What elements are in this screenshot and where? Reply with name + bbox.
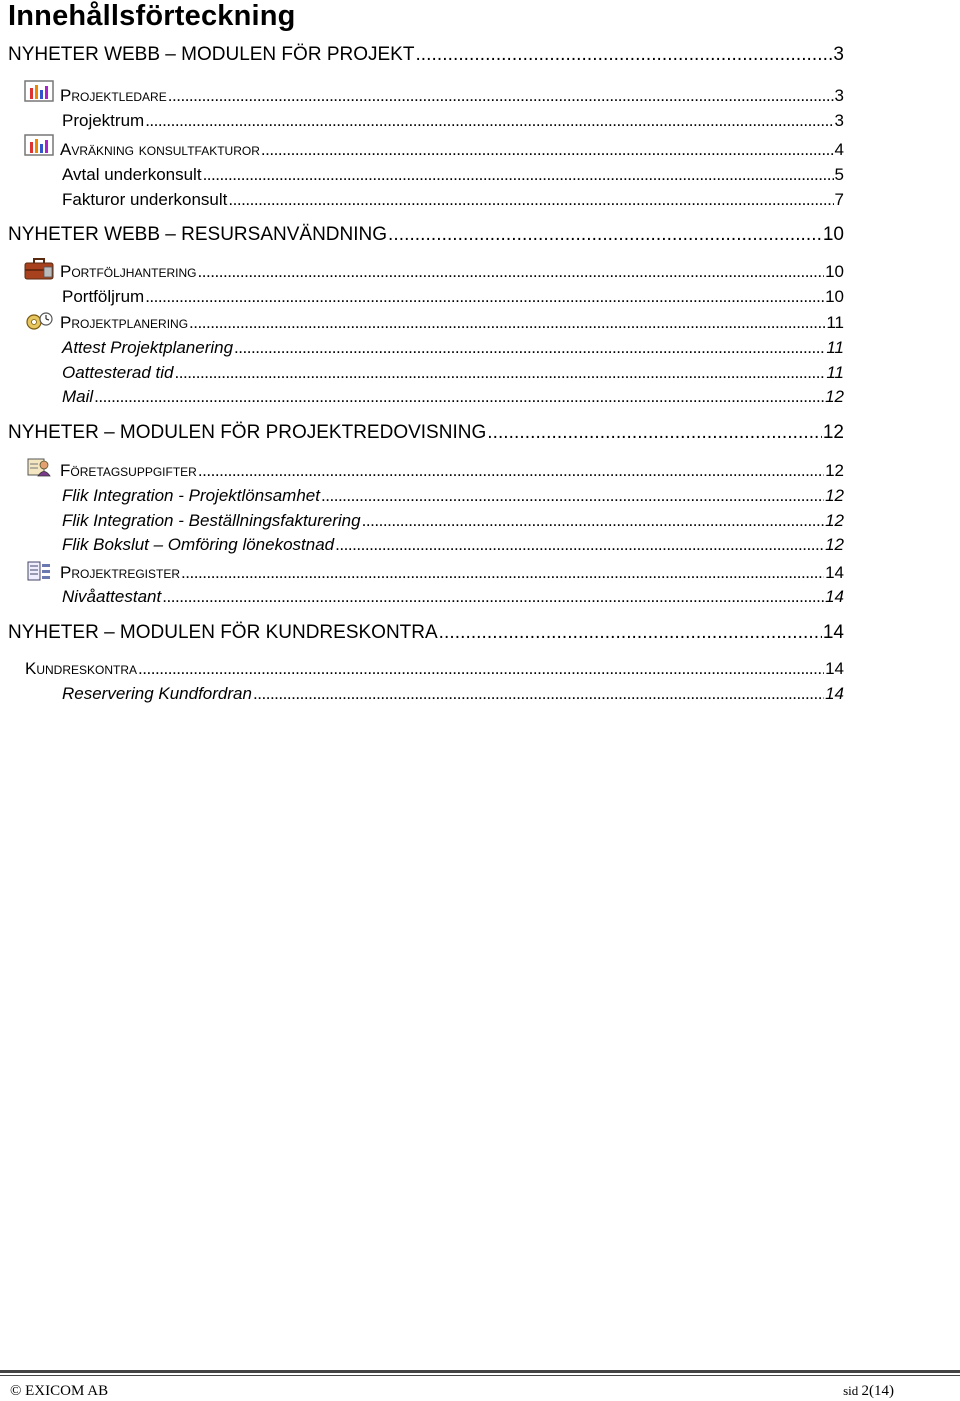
toc-item-omforing-lonekostnad[interactable]: Flik Bokslut – Omföring lönekostnad . . . 12 [62, 535, 844, 555]
footer-copyright: © EXICOM AB [10, 1383, 109, 1399]
page-title: Innehållsförteckning [8, 0, 296, 32]
toc-item-kundreskontra[interactable]: Kundreskontra . . . 14 [25, 659, 844, 679]
toc-item-nivaattestant[interactable]: Nivåattestant . . . 14 [62, 587, 844, 607]
toc-item-attest-projektplanering[interactable]: Attest Projektplanering . . . 11 [62, 338, 844, 358]
toc-item-bestallningsfakturering[interactable]: Flik Integration - Beställningsfakturering . . . 12 [62, 511, 844, 531]
toc-item-oattesterad-tid[interactable]: Oattesterad tid . . . 11 [62, 363, 844, 383]
toc-item-portfoljrum[interactable]: Portföljrum . . . 10 [62, 287, 844, 307]
toc-heading-kundreskontra[interactable]: NYHETER – MODULEN FÖR KUNDRESKONTRA . . . 14 [8, 622, 844, 644]
footer-page-value: 2(14) [861, 1383, 894, 1399]
toc-item-avrakning[interactable]: Avräkning konsultfakturor . . . 4 [60, 140, 844, 160]
toc-item-foretagsuppgifter[interactable]: Företagsuppgifter . . . 12 [60, 461, 844, 481]
briefcase-icon [24, 258, 54, 280]
toc-item-portfoljhantering[interactable]: Portföljhantering . . . 10 [60, 262, 844, 282]
bar-chart-icon [24, 80, 54, 102]
toc-item-fakturor-underkonsult[interactable]: Fakturor underkonsult . . . 7 [62, 190, 844, 210]
bar-chart-icon [24, 134, 54, 156]
toc-item-projektledare[interactable]: Projektledare . . . 3 [60, 86, 844, 106]
toc-heading-projektredovisning[interactable]: NYHETER – MODULEN FÖR PROJEKTREDOVISNING . . . 12 [8, 422, 844, 444]
gears-icon [24, 310, 54, 332]
toc-item-reservering-kundfordran[interactable]: Reservering Kundfordran . . . 14 [62, 684, 844, 704]
toc-item-projektrum[interactable]: Projektrum . . . 3 [62, 111, 844, 131]
register-list-icon [26, 560, 52, 582]
toc-heading-resursanvandning[interactable]: NYHETER WEBB – RESURSANVÄNDNING . . . 10 [8, 224, 844, 246]
toc-item-avtal-underkonsult[interactable]: Avtal underkonsult . . . 5 [62, 165, 844, 185]
footer-divider [0, 1370, 960, 1373]
footer-page-prefix: sid [843, 1383, 862, 1398]
toc-item-mail[interactable]: Mail . . . 12 [62, 387, 844, 407]
footer-divider-thin [0, 1375, 960, 1376]
toc-item-projektplanering[interactable]: Projektplanering . . . 11 [60, 313, 844, 333]
footer-page-number [843, 1383, 894, 1400]
toc-heading-projekt[interactable]: NYHETER WEBB – MODULEN FÖR PROJEKT . . . 3 [8, 44, 844, 66]
person-card-icon [26, 456, 52, 478]
toc-item-projektlonsamhet[interactable]: Flik Integration - Projektlönsamhet . . . 12 [62, 486, 844, 506]
toc-item-projektregister[interactable]: Projektregister . . . 14 [60, 563, 844, 583]
